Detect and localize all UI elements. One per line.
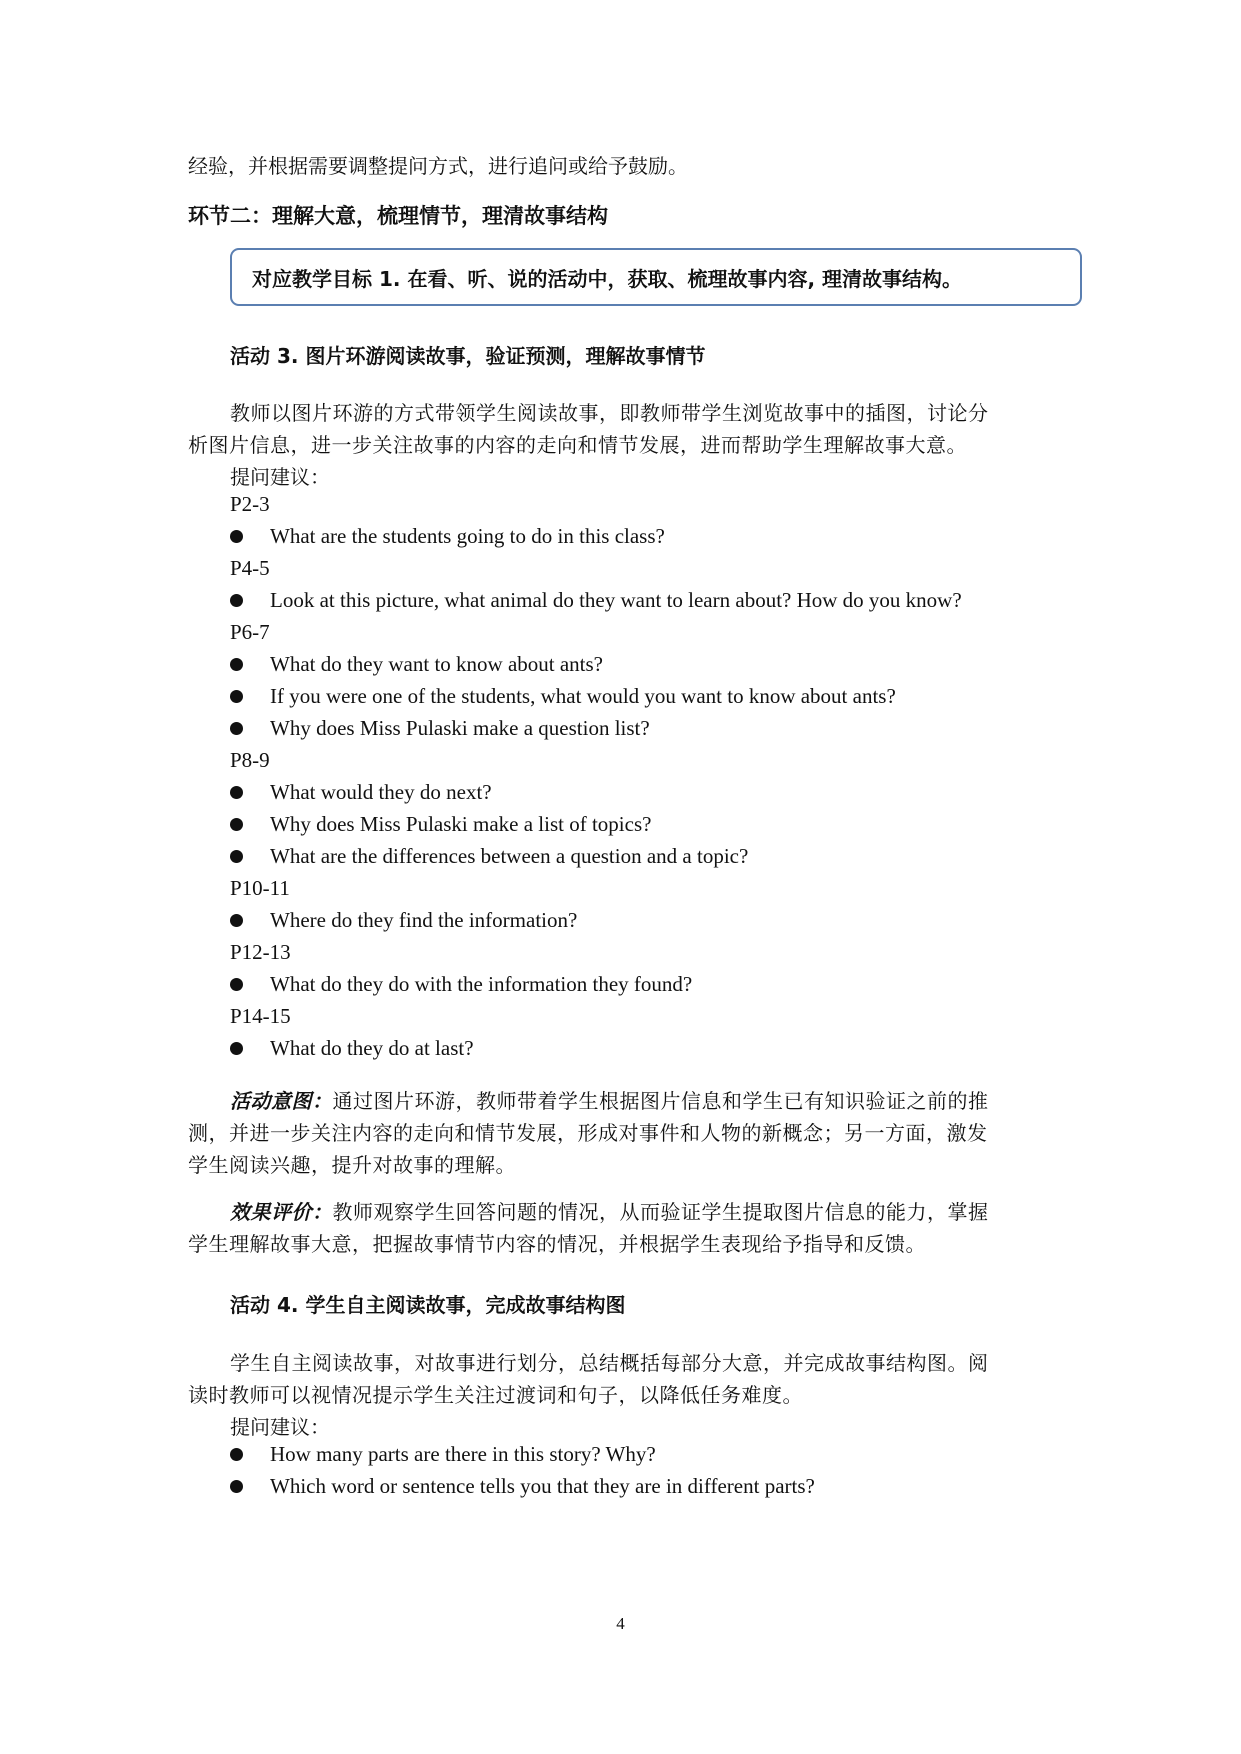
- question-item: What are the differences between a question and a topic?: [230, 844, 748, 869]
- page-range-label: P14-15: [230, 1004, 291, 1028]
- question-item: How many parts are there in this story? Why?: [230, 1442, 656, 1467]
- page-range-label: P8-9: [230, 748, 270, 772]
- question-item: What are the students going to do in this class?: [230, 524, 665, 549]
- page-range-label: P2-3: [230, 492, 270, 516]
- activity3-paragraph-line: 析图片信息，进一步关注故事的内容的走向和情节发展，进而帮助学生理解故事大意。: [188, 433, 967, 457]
- bullet-icon: [230, 594, 243, 607]
- bullet-icon: [230, 1448, 243, 1461]
- bullet-icon: [230, 658, 243, 671]
- callout-text: 对应教学目标 1. 在看、听、说的活动中，获取、梳理故事内容, 理清故事结构。: [252, 267, 962, 291]
- question-item: What would they do next?: [230, 780, 492, 805]
- bullet-icon: [230, 850, 243, 863]
- effect-evaluation-line: 学生理解故事大意，把握故事情节内容的情况，并根据学生表现给予指导和反馈。: [188, 1232, 926, 1256]
- activity4-heading: 活动 4. 学生自主阅读故事，完成故事结构图: [230, 1293, 626, 1317]
- bullet-icon: [230, 1042, 243, 1055]
- bullet-icon: [230, 818, 243, 831]
- section-heading: 环节二：理解大意，梳理情节，理清故事结构: [188, 204, 608, 228]
- question-label: 提问建议：: [230, 1415, 330, 1439]
- bullet-icon: [230, 690, 243, 703]
- activity4-paragraph-line: 学生自主阅读故事，对故事进行划分，总结概括每部分大意，并完成故事结构图。阅: [230, 1351, 989, 1375]
- page-range-label: P6-7: [230, 620, 270, 644]
- question-item: Which word or sentence tells you that they are in different parts?: [230, 1474, 815, 1499]
- question-item: Look at this picture, what animal do they want to learn about? How do you know?: [230, 588, 962, 613]
- page-range-label: P10-11: [230, 876, 290, 900]
- bullet-icon: [230, 1480, 243, 1493]
- bullet-icon: [230, 786, 243, 799]
- page-number: 4: [616, 1614, 625, 1633]
- question-item: What do they do with the information they found?: [230, 972, 692, 997]
- paragraph-continuation: 经验，并根据需要调整提问方式，进行追问或给予鼓励。: [188, 154, 688, 178]
- page-range-label: P12-13: [230, 940, 291, 964]
- question-item: What do they do at last?: [230, 1036, 474, 1061]
- teaching-goal-callout: [230, 248, 1082, 306]
- question-item: Why does Miss Pulaski make a question list?: [230, 716, 650, 741]
- question-label: 提问建议：: [230, 465, 330, 489]
- bullet-icon: [230, 722, 243, 735]
- question-item: If you were one of the students, what would you want to know about ants?: [230, 684, 896, 709]
- activity3-paragraph-line: 教师以图片环游的方式带领学生阅读故事，即教师带学生浏览故事中的插图，讨论分: [230, 401, 989, 425]
- bullet-icon: [230, 530, 243, 543]
- page-range-label: P4-5: [230, 556, 270, 580]
- activity-intent: 活动意图：通过图片环游，教师带着学生根据图片信息和学生已有知识验证之前的推: [230, 1089, 989, 1113]
- activity4-paragraph-line: 读时教师可以视情况提示学生关注过渡词和句子，以降低任务难度。: [188, 1383, 803, 1407]
- activity3-heading: 活动 3. 图片环游阅读故事，验证预测，理解故事情节: [230, 344, 706, 368]
- activity-intent-line: 测，并进一步关注内容的走向和情节发展，形成对事件和人物的新概念；另一方面，激发: [188, 1121, 988, 1145]
- activity-intent-line: 学生阅读兴趣，提升对故事的理解。: [188, 1153, 516, 1177]
- effect-evaluation: 效果评价：教师观察学生回答问题的情况，从而验证学生提取图片信息的能力，掌握: [230, 1200, 989, 1224]
- bullet-icon: [230, 914, 243, 927]
- question-item: Why does Miss Pulaski make a list of topics?: [230, 812, 651, 837]
- eval-label: 效果评价：: [230, 1200, 333, 1224]
- question-item: Where do they find the information?: [230, 908, 577, 933]
- question-item: What do they want to know about ants?: [230, 652, 603, 677]
- intent-label: 活动意图：: [230, 1089, 333, 1113]
- bullet-icon: [230, 978, 243, 991]
